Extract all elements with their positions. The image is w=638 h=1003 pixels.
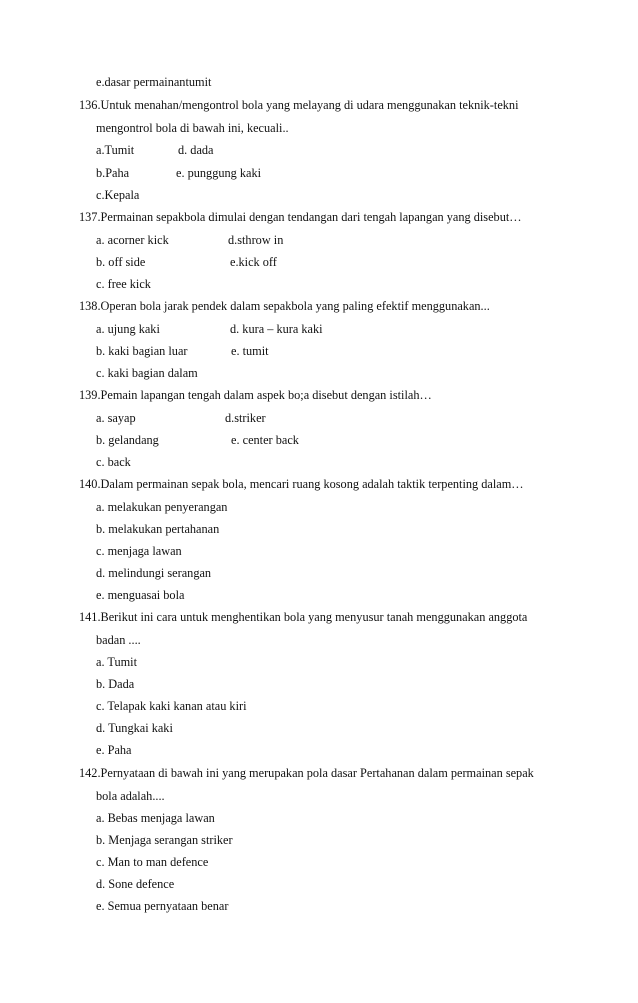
question-142: 142.Pernyataan di bawah ini yang merupakan pola dasar Pertahanan dalam permainan sepak: [79, 766, 534, 780]
q142-option-c: c. Man to man defence: [96, 855, 209, 869]
q141-option-e: e. Paha: [96, 743, 132, 757]
lead-option-e: e.dasar permainantumit: [96, 75, 212, 89]
q139-option-d: d.striker: [225, 411, 266, 425]
q136-option-e: e. punggung kaki: [176, 166, 262, 180]
q138-option-e: e. tumit: [231, 344, 269, 358]
q136-option-b: b.Paha: [96, 166, 130, 180]
question-138: 138.Operan bola jarak pendek dalam sepakbola yang paling efektif menggunakan...: [79, 299, 490, 313]
q139-option-e: e. center back: [231, 433, 299, 447]
q138-option-a: a. ujung kaki: [96, 322, 160, 336]
q141-option-b: b. Dada: [96, 677, 135, 691]
q136-option-d: d. dada: [178, 143, 214, 157]
question-141-cont: badan ....: [96, 633, 141, 647]
question-136: 136.Untuk menahan/mengontrol bola yang melayang di udara menggunakan teknik-tekni: [79, 98, 519, 112]
q137-option-b: b. off side: [96, 255, 146, 269]
q142-option-a: a. Bebas menjaga lawan: [96, 811, 215, 825]
question-140: 140.Dalam permainan sepak bola, mencari ruang kosong adalah taktik terpenting dalam…: [79, 477, 524, 491]
q141-option-a: a. Tumit: [96, 655, 138, 669]
q139-option-b: b. gelandang: [96, 433, 159, 447]
q139-option-a: a. sayap: [96, 411, 136, 425]
q137-option-a: a. acorner kick: [96, 233, 169, 247]
q137-option-c: c. free kick: [96, 277, 151, 291]
q142-option-e: e. Semua pernyataan benar: [96, 899, 229, 913]
question-137: 137.Permainan sepakbola dimulai dengan tendangan dari tengah lapangan yang disebut…: [79, 210, 522, 224]
q137-option-e: e.kick off: [230, 255, 277, 269]
question-139: 139.Pemain lapangan tengah dalam aspek bo;a disebut dengan istilah…: [79, 388, 432, 402]
q140-option-a: a. melakukan penyerangan: [96, 500, 228, 514]
question-136-cont: mengontrol bola di bawah ini, kecuali..: [96, 121, 289, 135]
q138-option-b: b. kaki bagian luar: [96, 344, 188, 358]
q141-option-d: d. Tungkai kaki: [96, 721, 173, 735]
q139-option-c: c. back: [96, 455, 131, 469]
q140-option-d: d. melindungi serangan: [96, 566, 212, 580]
q140-option-c: c. menjaga lawan: [96, 544, 182, 558]
q140-option-b: b. melakukan pertahanan: [96, 522, 220, 536]
q142-option-d: d. Sone defence: [96, 877, 175, 891]
q137-option-d: d.sthrow in: [228, 233, 284, 247]
q140-option-e: e. menguasai bola: [96, 588, 185, 602]
q138-option-c: c. kaki bagian dalam: [96, 366, 198, 380]
question-142-cont: bola adalah....: [96, 789, 165, 803]
question-141: 141.Berikut ini cara untuk menghentikan bola yang menyusur tanah menggunakan anggota: [79, 610, 528, 624]
q136-option-c: c.Kepala: [96, 188, 140, 202]
q142-option-b: b. Menjaga serangan striker: [96, 833, 233, 847]
q138-option-d: d. kura – kura kaki: [230, 322, 323, 336]
q136-option-a: a.Tumit: [96, 143, 135, 157]
q141-option-c: c. Telapak kaki kanan atau kiri: [96, 699, 247, 713]
